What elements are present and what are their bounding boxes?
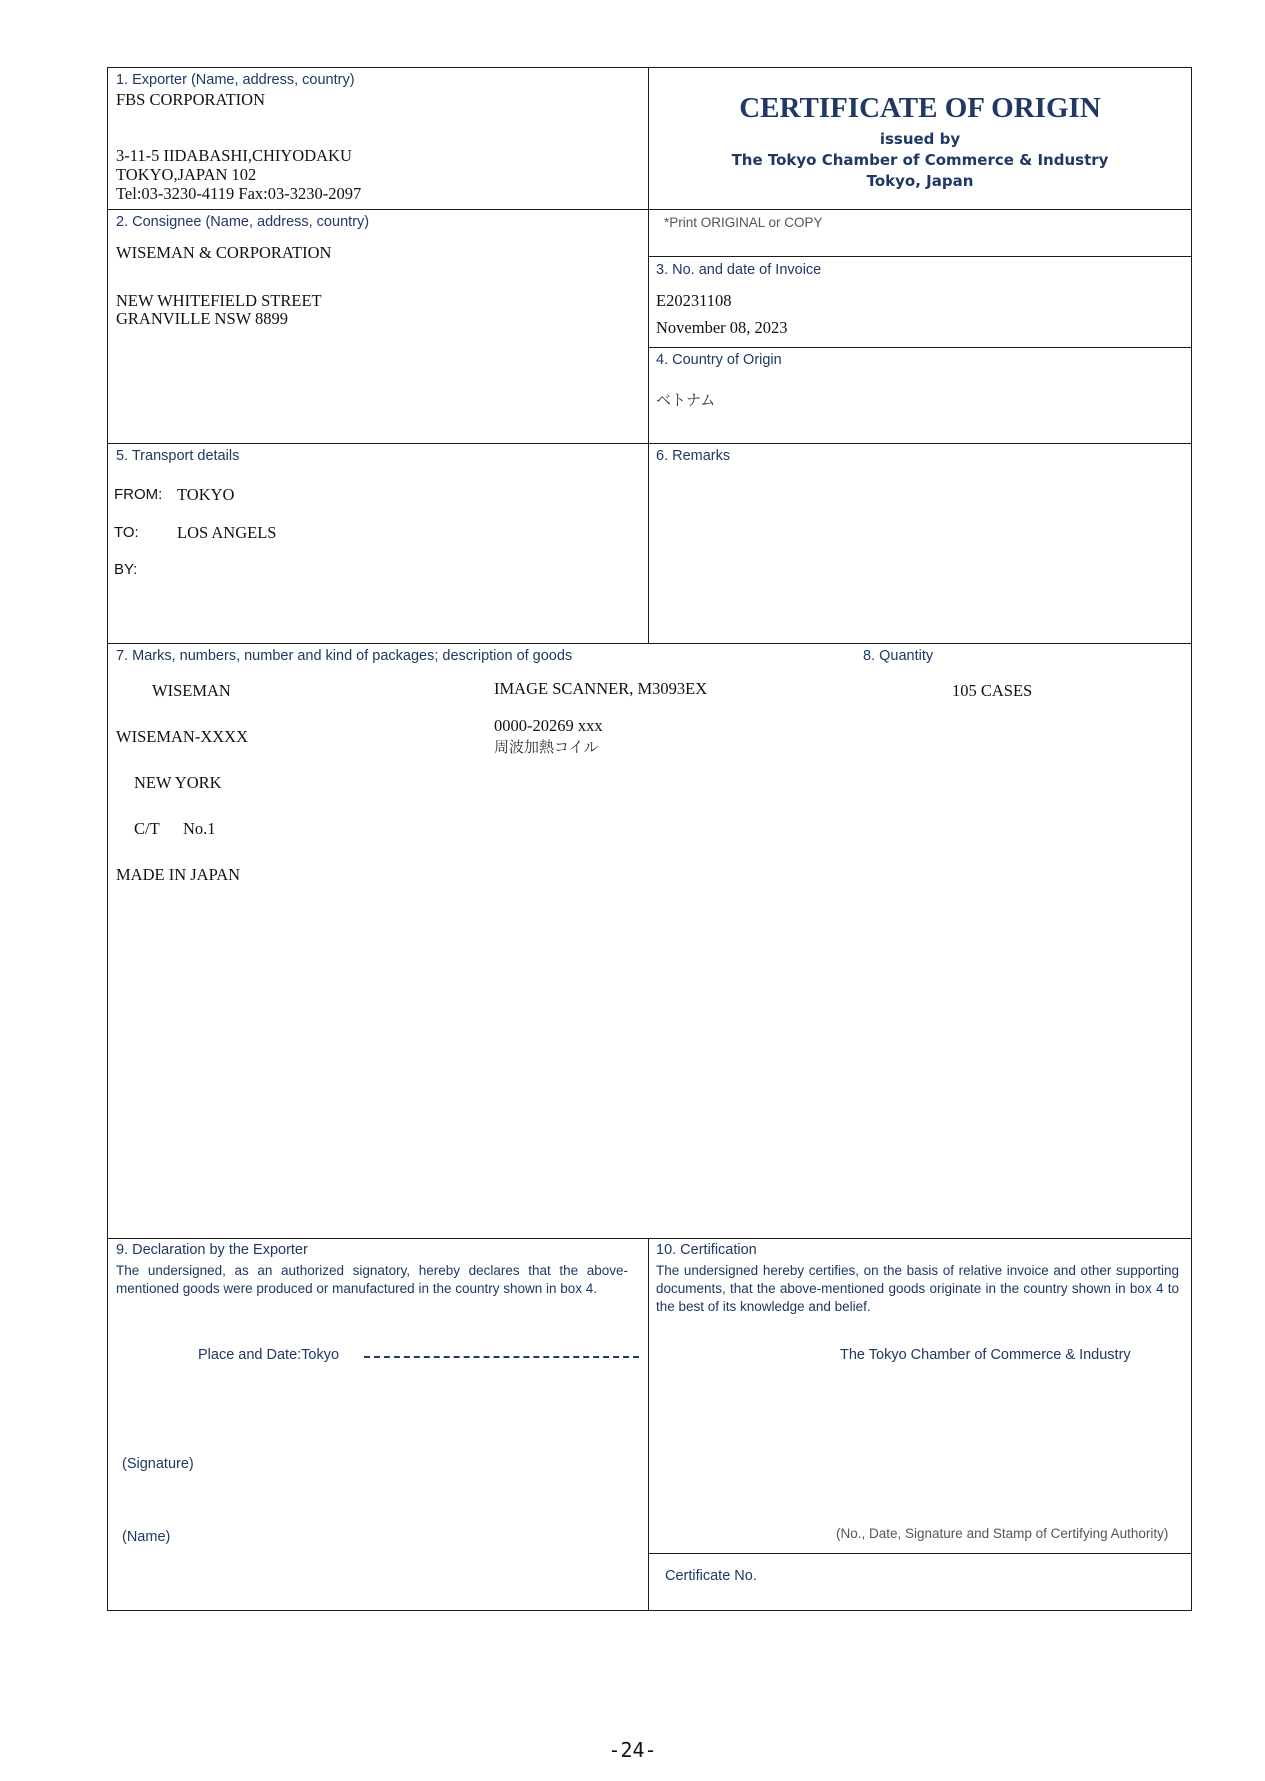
transport-by-label: BY: (114, 561, 138, 578)
invoice-number: E20231108 (656, 291, 732, 310)
place-date-dashed-line (364, 1356, 639, 1358)
exporter-label: 1. Exporter (Name, address, country) (116, 72, 355, 88)
declaration-label: 9. Declaration by the Exporter (116, 1242, 308, 1258)
issuer-name: The Tokyo Chamber of Commerce & Industry (731, 151, 1109, 169)
mark-ct: C/T (134, 819, 160, 838)
quantity-label: 8. Quantity (863, 648, 934, 664)
certificate-title: CERTIFICATE OF ORIGIN (739, 92, 1101, 124)
place-and-date: Place and Date:Tokyo (198, 1347, 340, 1363)
invoice-label: 3. No. and date of Invoice (656, 262, 822, 278)
goods-description-jp: 周波加熱コイル (494, 738, 599, 756)
transport-from-value: TOKYO (177, 485, 235, 504)
mark-number: No.1 (183, 819, 216, 838)
exporter-address-line2: TOKYO,JAPAN 102 (116, 165, 257, 184)
mark-new-york: NEW YORK (134, 773, 222, 792)
goods-description: IMAGE SCANNER, M3093EX (494, 679, 708, 698)
invoice-date: November 08, 2023 (656, 318, 788, 337)
goods-quantity: 105 CASES (952, 681, 1033, 700)
page-number: -24- (608, 1738, 657, 1762)
name-label: (Name) (122, 1529, 171, 1545)
consignee-name: WISEMAN & CORPORATION (116, 243, 332, 262)
goods-code: 0000-20269 xxx (494, 716, 603, 735)
declaration-text: The undersigned, as an authorized signatory, hereby declares that the above-mentioned goods were produced or manufactured in the country shown in box 4. (116, 1263, 628, 1296)
transport-to-label: TO: (114, 524, 139, 541)
mark-wiseman: WISEMAN (152, 681, 231, 700)
transport-to-value: LOS ANGELS (177, 523, 277, 542)
transport-from-label: FROM: (114, 486, 163, 503)
signature-label: (Signature) (122, 1456, 194, 1472)
consignee-address-line2: GRANVILLE NSW 8899 (116, 309, 289, 328)
goods-label: 7. Marks, numbers, number and kind of packages; description of goods (116, 648, 573, 664)
stamp-note: (No., Date, Signature and Stamp of Certifying Authority) (836, 1526, 1169, 1541)
issuer-location: Tokyo, Japan (866, 172, 974, 190)
exporter-contact: Tel:03-3230-4119 Fax:03-3230-2097 (116, 184, 362, 203)
certifying-authority: The Tokyo Chamber of Commerce & Industry (840, 1347, 1131, 1363)
print-original-copy-note: *Print ORIGINAL or COPY (664, 215, 823, 230)
consignee-address-line1: NEW WHITEFIELD STREET (116, 291, 322, 310)
mark-made-in-japan: MADE IN JAPAN (116, 865, 241, 884)
transport-label: 5. Transport details (116, 448, 240, 464)
remarks-label: 6. Remarks (656, 448, 731, 464)
certificate-number-label: Certificate No. (665, 1568, 757, 1584)
consignee-label: 2. Consignee (Name, address, country) (116, 214, 370, 230)
certification-label: 10. Certification (656, 1242, 757, 1258)
mark-wiseman-xxxx: WISEMAN-XXXX (116, 727, 248, 746)
issued-by-text: issued by (879, 130, 961, 148)
exporter-address-line1: 3-11-5 IIDABASHI,CHIYODAKU (116, 146, 352, 165)
country-of-origin-value: ベトナム (656, 391, 716, 409)
exporter-name: FBS CORPORATION (116, 90, 265, 109)
certification-text: The undersigned hereby certifies, on the basis of relative invoice and other supporting documents, that the above-mentioned goods originate in the country shown in box 4 to the best of its knowledge and belief. (656, 1263, 1179, 1314)
country-of-origin-label: 4. Country of Origin (656, 352, 782, 368)
